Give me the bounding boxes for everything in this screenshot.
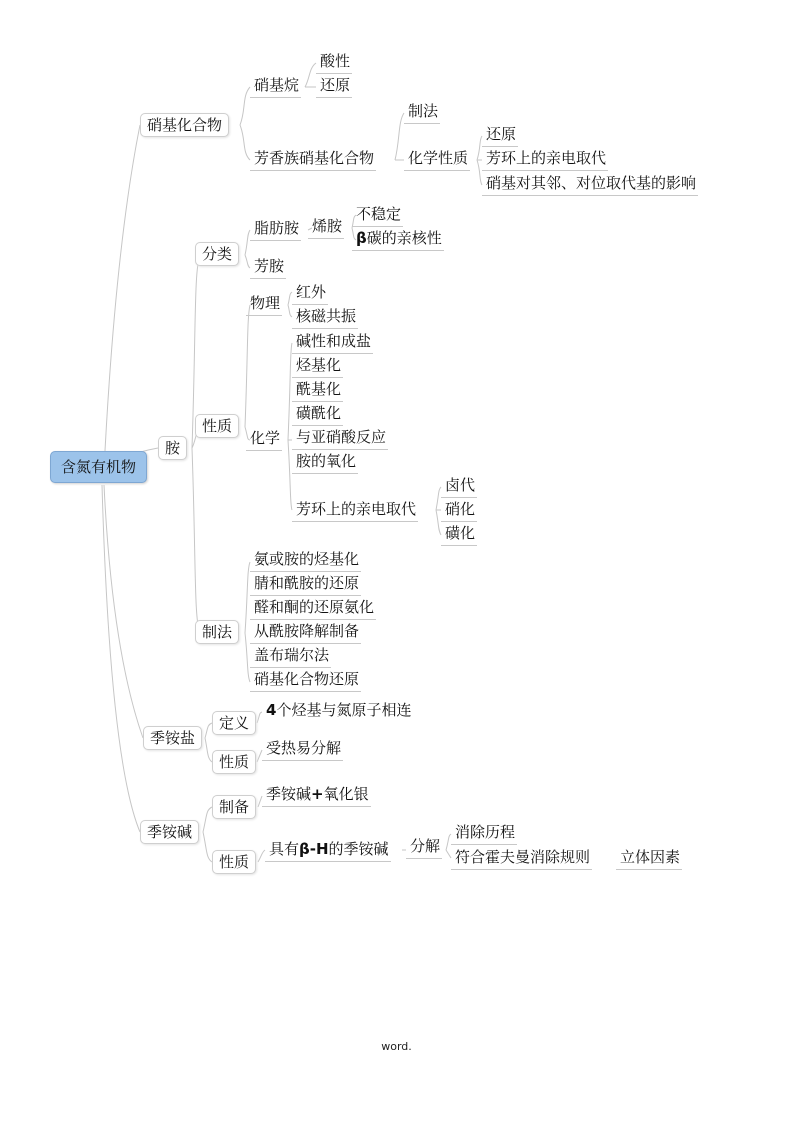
- node-amine[interactable]: 胺: [158, 436, 187, 460]
- node-prep-alkylation[interactable]: 氨或胺的烃基化: [250, 549, 361, 572]
- node-basicity[interactable]: 碱性和成盐: [292, 331, 373, 354]
- prep-reagent-b: 氧化银: [323, 785, 369, 803]
- root-node[interactable]: 含氮有机物: [50, 451, 147, 483]
- node-nitration[interactable]: 硝化: [441, 499, 477, 522]
- node-prep-gabriel[interactable]: 盖布瑞尔法: [250, 645, 331, 668]
- node-amine-eas[interactable]: 芳环上的亲电取代: [292, 499, 418, 522]
- node-quat-salt-definition-text[interactable]: [262, 700, 413, 722]
- prep-plus-sign: +: [311, 785, 324, 803]
- node-beta-carbon-nucleophilicity[interactable]: [352, 228, 444, 251]
- node-quaternary-base[interactable]: 季铵碱: [140, 820, 199, 844]
- node-prep-nitro-reduction[interactable]: 硝基化合物还原: [250, 669, 361, 692]
- page-footer: word.: [381, 1040, 412, 1053]
- node-chem-nitro-effect[interactable]: 硝基对其邻、对位取代基的影响: [482, 173, 698, 196]
- node-chem-reduction[interactable]: 还原: [482, 124, 518, 147]
- node-physical[interactable]: 物理: [246, 293, 282, 316]
- node-aliphatic-amine[interactable]: 脂肪胺: [250, 218, 301, 241]
- node-infrared[interactable]: 红外: [292, 282, 328, 305]
- node-nitroalkane-acidity[interactable]: 酸性: [316, 51, 352, 74]
- node-enamine[interactable]: 烯胺: [308, 216, 344, 239]
- node-nitrous-acid[interactable]: 与亚硝酸反应: [292, 427, 388, 450]
- node-prep-amide-degradation[interactable]: 从酰胺降解制备: [250, 621, 361, 644]
- prep-reagent-a: 季铵碱: [266, 785, 312, 803]
- node-aromatic-amine[interactable]: 芳胺: [250, 256, 286, 279]
- node-quat-base-prep-text[interactable]: [262, 784, 371, 807]
- node-amine-properties[interactable]: 性质: [195, 414, 239, 438]
- node-quaternary-salt[interactable]: 季铵盐: [143, 726, 202, 750]
- node-acylation[interactable]: 酰基化: [292, 379, 343, 402]
- node-amine-classification[interactable]: 分类: [195, 242, 239, 266]
- node-prep-nitrile-reduction[interactable]: 腈和酰胺的还原: [250, 573, 361, 596]
- node-quat-salt-definition[interactable]: 定义: [212, 711, 256, 735]
- node-beta-h-quat-base[interactable]: [265, 839, 391, 862]
- definition-number: 4: [266, 701, 277, 719]
- node-amine-oxidation[interactable]: 胺的氧化: [292, 451, 358, 474]
- node-alkylation[interactable]: 烃基化: [292, 355, 343, 378]
- beta-h-prefix: 具有: [269, 840, 300, 858]
- node-elimination-mechanism[interactable]: 消除历程: [451, 822, 517, 845]
- node-halogenation[interactable]: 卤代: [441, 475, 477, 498]
- node-prep-reductive-amination[interactable]: 醛和酮的还原氨化: [250, 597, 376, 620]
- node-decomposition[interactable]: 分解: [406, 836, 442, 859]
- node-aromatic-nitro-prep[interactable]: 制法: [404, 101, 440, 124]
- beta-carbon-text: 碳的亲核性: [366, 229, 442, 247]
- node-nmr[interactable]: 核磁共振: [292, 306, 358, 329]
- beta-symbol: β: [356, 229, 367, 247]
- node-quat-salt-decompose[interactable]: 受热易分解: [262, 738, 343, 761]
- beta-h-suffix: 的季铵碱: [328, 840, 389, 858]
- node-nitro-compounds[interactable]: 硝基化合物: [140, 113, 229, 137]
- node-nitroalkane-reduction[interactable]: 还原: [316, 75, 352, 98]
- node-quat-base-preparation[interactable]: 制备: [212, 795, 256, 819]
- node-steric-factor[interactable]: 立体因素: [616, 847, 682, 870]
- node-amine-preparation[interactable]: 制法: [195, 620, 239, 644]
- node-chemical[interactable]: 化学: [246, 428, 282, 451]
- node-chem-eas[interactable]: 芳环上的亲电取代: [482, 148, 608, 171]
- node-sulfonation[interactable]: 磺化: [441, 523, 477, 546]
- node-sulfonylation[interactable]: 磺酰化: [292, 403, 343, 426]
- node-aromatic-nitro-chem[interactable]: 化学性质: [404, 148, 470, 171]
- node-enamine-unstable[interactable]: 不稳定: [352, 204, 403, 227]
- node-quat-salt-properties[interactable]: 性质: [212, 750, 256, 774]
- node-aromatic-nitro[interactable]: 芳香族硝基化合物: [250, 148, 376, 171]
- beta-h-symbol: β-H: [299, 840, 329, 858]
- node-hofmann-rule[interactable]: 符合霍夫曼消除规则: [451, 847, 592, 870]
- definition-text: 个烃基与氮原子相连: [276, 701, 412, 719]
- node-quat-base-properties[interactable]: 性质: [212, 850, 256, 874]
- node-nitroalkane[interactable]: 硝基烷: [250, 75, 301, 98]
